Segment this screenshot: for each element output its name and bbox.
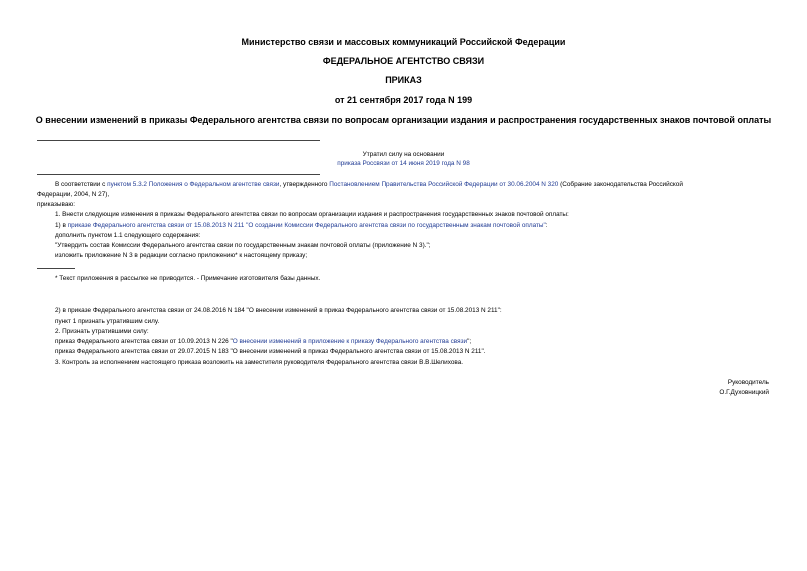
footnote-separator	[37, 268, 75, 269]
date-number-heading: от 21 сентября 2017 года N 199	[334, 95, 473, 105]
item-2: 2. Признать утратившими силу:	[55, 328, 149, 335]
doc-type-heading: ПРИКАЗ	[385, 75, 422, 85]
order-226-link[interactable]: О внесении изменений в приложение к приказу Федерального агентства связи	[232, 338, 468, 345]
point-1-text: пункт 1 признать утратившим силу.	[55, 318, 160, 325]
item-1: 1. Внести следующие изменения в приказы Федерального агентства связи по вопросам организации издания и распространения государственных знаков почтовой оплаты:	[55, 211, 569, 218]
text-run: ";	[467, 338, 472, 345]
order-211-link[interactable]: приказе Федерального агентства связи от 15.08.2013 N 211 "О создании Комиссии Федерального агентства связи по государственным знакам почтовой оплаты"	[67, 222, 546, 229]
document-title: О внесении изменений в приказы Федерального агентства связи по вопросам организации издания и распространения государственных знаков почтовой оплаты	[35, 115, 772, 125]
add-point-text: дополнить пунктом 1.1 следующего содержания:	[55, 232, 201, 239]
signature-role: Руководитель	[727, 379, 769, 386]
item-1-1	[55, 222, 548, 230]
footnote-text: * Текст приложения в рассылке не приводится. - Примечание изготовителя базы данных.	[55, 275, 321, 282]
separator-line	[37, 174, 320, 175]
status-text: Утратил силу на основании	[362, 151, 445, 158]
signature-name: О.Г.Духовницкий	[719, 389, 769, 396]
text-run: В соответствии с	[55, 181, 108, 188]
revoked-order-2: приказ Федерального агентства связи от 29.07.2015 N 183 "О внесении изменений в приказ Федерального агентства связи от 15.08.2013 N 211".	[55, 348, 486, 355]
item-3: 3. Контроль за исполнением настоящего приказа возложить на заместителя руководителя Федерального агентства связи В.В.Шелихова.	[55, 359, 464, 366]
paragraph-basis-cont: Федерации, 2004, N 27),	[37, 191, 110, 198]
regulation-link[interactable]: пунктом 5.3.2 Положения о Федеральном агентстве связи	[107, 181, 280, 188]
text-run: (Собрание законодательства Российской	[558, 181, 683, 188]
item-1-2: 2) в приказе Федерального агентства связи от 24.08.2016 N 184 "О внесении изменений в приказ Федерального агентства связи от 15.08.2013 N 211":	[55, 307, 502, 314]
paragraph-basis	[55, 181, 683, 189]
quote-text: "Утвердить состав Комиссии Федерального агентства связи по государственным знакам почтовой оплаты (приложение N 3).";	[55, 242, 431, 249]
text-run: :	[545, 222, 548, 229]
ministry-heading: Министерство связи и массовых коммуникаций Российской Федерации	[241, 37, 566, 47]
revoked-order-1	[55, 338, 471, 346]
agency-heading: ФЕДЕРАЛЬНОЕ АГЕНТСТВО СВЯЗИ	[322, 56, 485, 66]
separator-line	[37, 140, 320, 141]
text-run: , утвержденного	[279, 181, 330, 188]
text-run: приказ Федерального агентства связи от 10.09.2013 N 226 "	[55, 338, 233, 345]
resolution-link[interactable]: Постановлением Правительства Российской Федерации от 30.06.2004 N 320	[329, 181, 559, 188]
repeal-link[interactable]: приказа Россвязи от 14 июня 2019 года N 98	[337, 160, 470, 167]
text-run: 1) в	[55, 222, 68, 229]
appendix-text: изложить приложение N 3 в редакции согласно приложению* к настоящему приказу;	[55, 252, 308, 259]
order-word: приказываю:	[37, 201, 75, 208]
